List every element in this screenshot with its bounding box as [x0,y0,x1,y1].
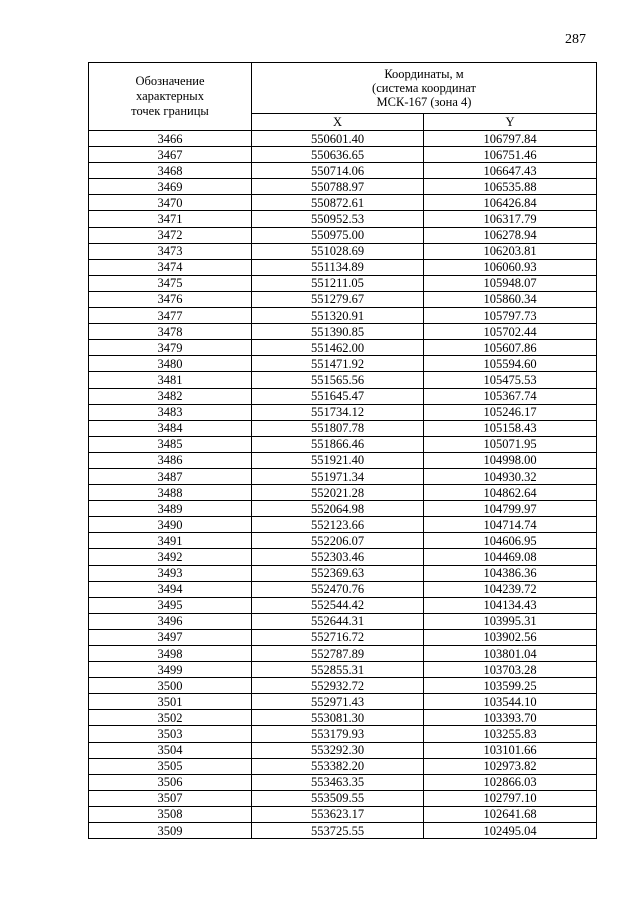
table-row [89,806,597,822]
x-coordinate-cell: 551565.56 [252,372,424,388]
y-coordinate-cell: 106317.79 [424,211,597,227]
table-row [89,452,597,468]
table-row [89,549,597,565]
coordinates-table [88,62,597,839]
x-coordinate-cell: 551971.34 [252,468,424,484]
table-row [89,372,597,388]
x-coordinate-cell: 552855.31 [252,662,424,678]
x-coordinate-cell: 551211.05 [252,275,424,291]
point-id-cell: 3507 [89,790,252,806]
point-id-cell: 3500 [89,678,252,694]
x-coordinate-cell: 551645.47 [252,388,424,404]
y-coordinate-cell: 106060.93 [424,259,597,275]
x-coordinate-cell: 553509.55 [252,790,424,806]
point-id-cell: 3494 [89,581,252,597]
y-coordinate-cell: 104134.43 [424,597,597,613]
point-id-cell: 3487 [89,468,252,484]
x-coordinate-cell: 550636.65 [252,147,424,163]
y-coordinate-cell: 106647.43 [424,163,597,179]
point-id-cell: 3497 [89,629,252,645]
table-row [89,211,597,227]
x-coordinate-cell: 551462.00 [252,340,424,356]
table-row [89,742,597,758]
x-coordinate-cell: 553081.30 [252,710,424,726]
point-id-cell: 3493 [89,565,252,581]
y-coordinate-cell: 103902.56 [424,629,597,645]
point-id-cell: 3488 [89,485,252,501]
x-coordinate-cell: 553725.55 [252,823,424,839]
y-coordinate-cell: 105797.73 [424,308,597,324]
table-row [89,533,597,549]
table-row [89,340,597,356]
table-row [89,646,597,662]
page-number: 287 [565,32,586,47]
y-coordinate-cell: 106426.84 [424,195,597,211]
y-coordinate-cell: 106278.94 [424,227,597,243]
y-coordinate-cell: 104998.00 [424,452,597,468]
y-coordinate-cell: 104386.36 [424,565,597,581]
x-coordinate-cell: 550714.06 [252,163,424,179]
point-id-cell: 3504 [89,742,252,758]
coords-header-line-3: МСК-167 (зона 4) [376,95,472,109]
coordinates-group-header [252,63,597,114]
y-coordinate-cell: 106751.46 [424,147,597,163]
x-coordinate-cell: 551734.12 [252,404,424,420]
x-coordinate-cell: 551028.69 [252,243,424,259]
table-row [89,613,597,629]
point-id-cell: 3498 [89,646,252,662]
x-coordinate-cell: 552021.28 [252,485,424,501]
y-coordinate-cell: 105948.07 [424,275,597,291]
x-coordinate-cell: 553623.17 [252,806,424,822]
x-coordinate-cell: 551390.85 [252,324,424,340]
y-coordinate-cell: 105158.43 [424,420,597,436]
point-id-cell: 3482 [89,388,252,404]
point-id-cell: 3477 [89,308,252,324]
y-coordinate-cell: 104714.74 [424,517,597,533]
point-id-cell: 3492 [89,549,252,565]
x-coordinate-cell: 553382.20 [252,758,424,774]
table-row [89,436,597,452]
table-row [89,275,597,291]
point-id-cell: 3489 [89,501,252,517]
y-coordinate-cell: 103995.31 [424,613,597,629]
point-id-cell: 3470 [89,195,252,211]
x-coordinate-cell: 553179.93 [252,726,424,742]
x-coordinate-cell: 552971.43 [252,694,424,710]
x-coordinate-cell: 550952.53 [252,211,424,227]
table-row [89,131,597,147]
table-row [89,420,597,436]
table-row [89,485,597,501]
x-coordinate-cell: 551320.91 [252,308,424,324]
x-coordinate-cell: 550601.40 [252,131,424,147]
x-coordinate-cell: 552787.89 [252,646,424,662]
x-coordinate-cell: 551471.92 [252,356,424,372]
point-id-cell: 3468 [89,163,252,179]
table-row [89,726,597,742]
table-row [89,388,597,404]
y-coordinate-cell: 102866.03 [424,774,597,790]
point-id-cell: 3481 [89,372,252,388]
x-coordinate-cell: 551807.78 [252,420,424,436]
y-coordinate-cell: 103544.10 [424,694,597,710]
x-coordinate-cell: 551921.40 [252,452,424,468]
point-id-cell: 3466 [89,131,252,147]
y-coordinate-cell: 105367.74 [424,388,597,404]
table-row [89,694,597,710]
table-row [89,356,597,372]
point-id-cell: 3469 [89,179,252,195]
x-coordinate-cell: 551279.67 [252,291,424,307]
y-coordinate-cell: 104606.95 [424,533,597,549]
point-id-cell: 3473 [89,243,252,259]
y-coordinate-cell: 103393.70 [424,710,597,726]
point-id-cell: 3506 [89,774,252,790]
table-row [89,678,597,694]
x-coordinate-cell: 550975.00 [252,227,424,243]
point-id-cell: 3483 [89,404,252,420]
point-id-cell: 3471 [89,211,252,227]
y-coordinate-cell: 105071.95 [424,436,597,452]
table-row [89,710,597,726]
table-row [89,259,597,275]
table-row [89,565,597,581]
table-row [89,790,597,806]
x-coordinate-cell: 552206.07 [252,533,424,549]
point-id-cell: 3479 [89,340,252,356]
table-row [89,662,597,678]
y-coordinate-cell: 104469.08 [424,549,597,565]
table-row [89,517,597,533]
y-coordinate-cell: 103101.66 [424,742,597,758]
table-row [89,163,597,179]
point-id-cell: 3496 [89,613,252,629]
coords-header-line-1: Координаты, м [384,67,464,81]
point-id-cell: 3503 [89,726,252,742]
y-coordinate-cell: 105246.17 [424,404,597,420]
x-coordinate-cell: 550788.97 [252,179,424,195]
y-coordinate-cell: 105702.44 [424,324,597,340]
y-coordinate-cell: 102641.68 [424,806,597,822]
table-body [89,131,597,839]
y-column-header: Y [424,114,597,131]
table-row [89,308,597,324]
point-id-cell: 3486 [89,452,252,468]
table-row [89,758,597,774]
point-id-cell: 3484 [89,420,252,436]
point-id-cell: 3467 [89,147,252,163]
y-coordinate-cell: 103599.25 [424,678,597,694]
table-row [89,404,597,420]
point-id-cell: 3475 [89,275,252,291]
x-coordinate-cell: 551866.46 [252,436,424,452]
point-header-line-1: Обозначение [135,74,205,88]
y-coordinate-cell: 104799.97 [424,501,597,517]
x-coordinate-cell: 550872.61 [252,195,424,211]
point-id-cell: 3505 [89,758,252,774]
point-header-line-3: точек границы [131,104,209,118]
y-coordinate-cell: 106797.84 [424,131,597,147]
point-header-line-2: характерных [136,89,204,103]
x-coordinate-cell: 552716.72 [252,629,424,645]
x-coordinate-cell: 552369.63 [252,565,424,581]
y-coordinate-cell: 103255.83 [424,726,597,742]
x-column-header: X [252,114,424,131]
table-row [89,179,597,195]
point-id-cell: 3476 [89,291,252,307]
point-id-cell: 3508 [89,806,252,822]
point-id-cell: 3478 [89,324,252,340]
x-coordinate-cell: 552064.98 [252,501,424,517]
point-id-cell: 3499 [89,662,252,678]
table-row [89,291,597,307]
point-id-cell: 3491 [89,533,252,549]
y-coordinate-cell: 103703.28 [424,662,597,678]
table-row [89,774,597,790]
y-coordinate-cell: 103801.04 [424,646,597,662]
y-coordinate-cell: 106535.88 [424,179,597,195]
x-coordinate-cell: 552644.31 [252,613,424,629]
x-coordinate-cell: 552544.42 [252,597,424,613]
table-row [89,629,597,645]
y-coordinate-cell: 102797.10 [424,790,597,806]
point-id-cell: 3490 [89,517,252,533]
table-row [89,147,597,163]
point-id-cell: 3485 [89,436,252,452]
x-coordinate-cell: 552123.66 [252,517,424,533]
point-id-cell: 3474 [89,259,252,275]
point-id-cell: 3495 [89,597,252,613]
y-coordinate-cell: 105594.60 [424,356,597,372]
table-row [89,468,597,484]
table-row [89,597,597,613]
x-coordinate-cell: 552932.72 [252,678,424,694]
y-coordinate-cell: 106203.81 [424,243,597,259]
table-row [89,823,597,839]
table-row [89,501,597,517]
point-id-cell: 3501 [89,694,252,710]
point-id-cell: 3472 [89,227,252,243]
y-coordinate-cell: 104930.32 [424,468,597,484]
point-id-cell: 3509 [89,823,252,839]
x-coordinate-cell: 552470.76 [252,581,424,597]
point-id-cell: 3480 [89,356,252,372]
x-coordinate-cell: 551134.89 [252,259,424,275]
table-row [89,324,597,340]
x-coordinate-cell: 553292.30 [252,742,424,758]
y-coordinate-cell: 102973.82 [424,758,597,774]
table-row [89,227,597,243]
x-coordinate-cell: 552303.46 [252,549,424,565]
point-designation-header [89,63,252,131]
table-row [89,581,597,597]
point-id-cell: 3502 [89,710,252,726]
y-coordinate-cell: 105860.34 [424,291,597,307]
y-coordinate-cell: 105475.53 [424,372,597,388]
table-row [89,243,597,259]
table-row [89,195,597,211]
coords-header-line-2: (система координат [372,81,476,95]
y-coordinate-cell: 105607.86 [424,340,597,356]
y-coordinate-cell: 102495.04 [424,823,597,839]
x-coordinate-cell: 553463.35 [252,774,424,790]
y-coordinate-cell: 104862.64 [424,485,597,501]
y-coordinate-cell: 104239.72 [424,581,597,597]
